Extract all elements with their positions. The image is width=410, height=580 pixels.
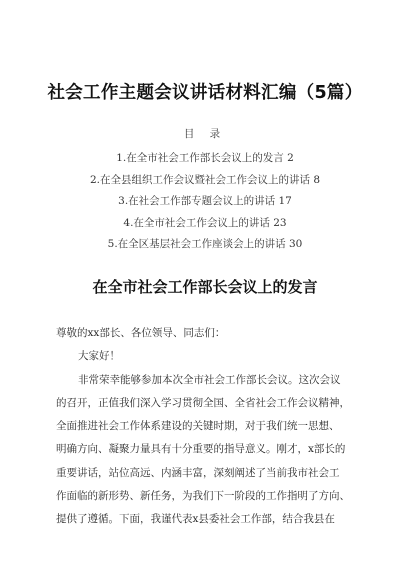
toc-heading: 目 录 <box>183 128 227 140</box>
toc-entry[interactable]: 5.在全区基层社会工作座谈会上的讲话 30 <box>107 238 303 250</box>
toc-entry[interactable]: 4.在全市社会工作会议上的讲话 23 <box>123 216 287 229</box>
paragraph-line: 提供了遵循。下面，我谨代表x县委社会工作部，结合我县在 <box>56 513 335 526</box>
paragraph-line: 全面推进社会工作体系建设的关键时期，对于我们统一思想、 <box>56 420 340 433</box>
table-of-contents <box>0 148 410 256</box>
speech-body <box>56 322 370 532</box>
document-title: 社会工作主题会议讲话材料汇编（5篇） <box>47 83 363 103</box>
toc-entry[interactable]: 3.在社会工作部专题会议上的讲话 17 <box>118 195 292 207</box>
greeting: 大家好！ <box>78 350 120 363</box>
paragraph-line: 的召开，正值我们深入学习贯彻全国、全省社会工作会议精神， <box>56 396 350 409</box>
paragraph-line: 重要讲话，站位高远、内涵丰富，深刻阐述了当前我市社会工 <box>56 466 340 479</box>
toc-entry[interactable]: 2.在全县组织工作会议暨社会工作会议上的讲话 8 <box>89 173 321 186</box>
section-title: 在全市社会工作部长会议上的发言 <box>92 278 318 296</box>
salutation: 尊敬的xx部长、各位领导、同志们： <box>56 327 226 339</box>
paragraph-line: 明确方向、凝聚力量具有十分重要的指导意义。刚才，x部长的 <box>56 443 346 456</box>
paragraph-line: 非常荣幸能够参加本次全市社会工作部长会议。这次会议 <box>78 373 341 386</box>
paragraph-line: 作面临的新形势、新任务，为我们下一阶段的工作指明了方向、 <box>56 490 350 503</box>
toc-entry[interactable]: 1.在全市社会工作部长会议上的发言 2 <box>116 152 294 164</box>
